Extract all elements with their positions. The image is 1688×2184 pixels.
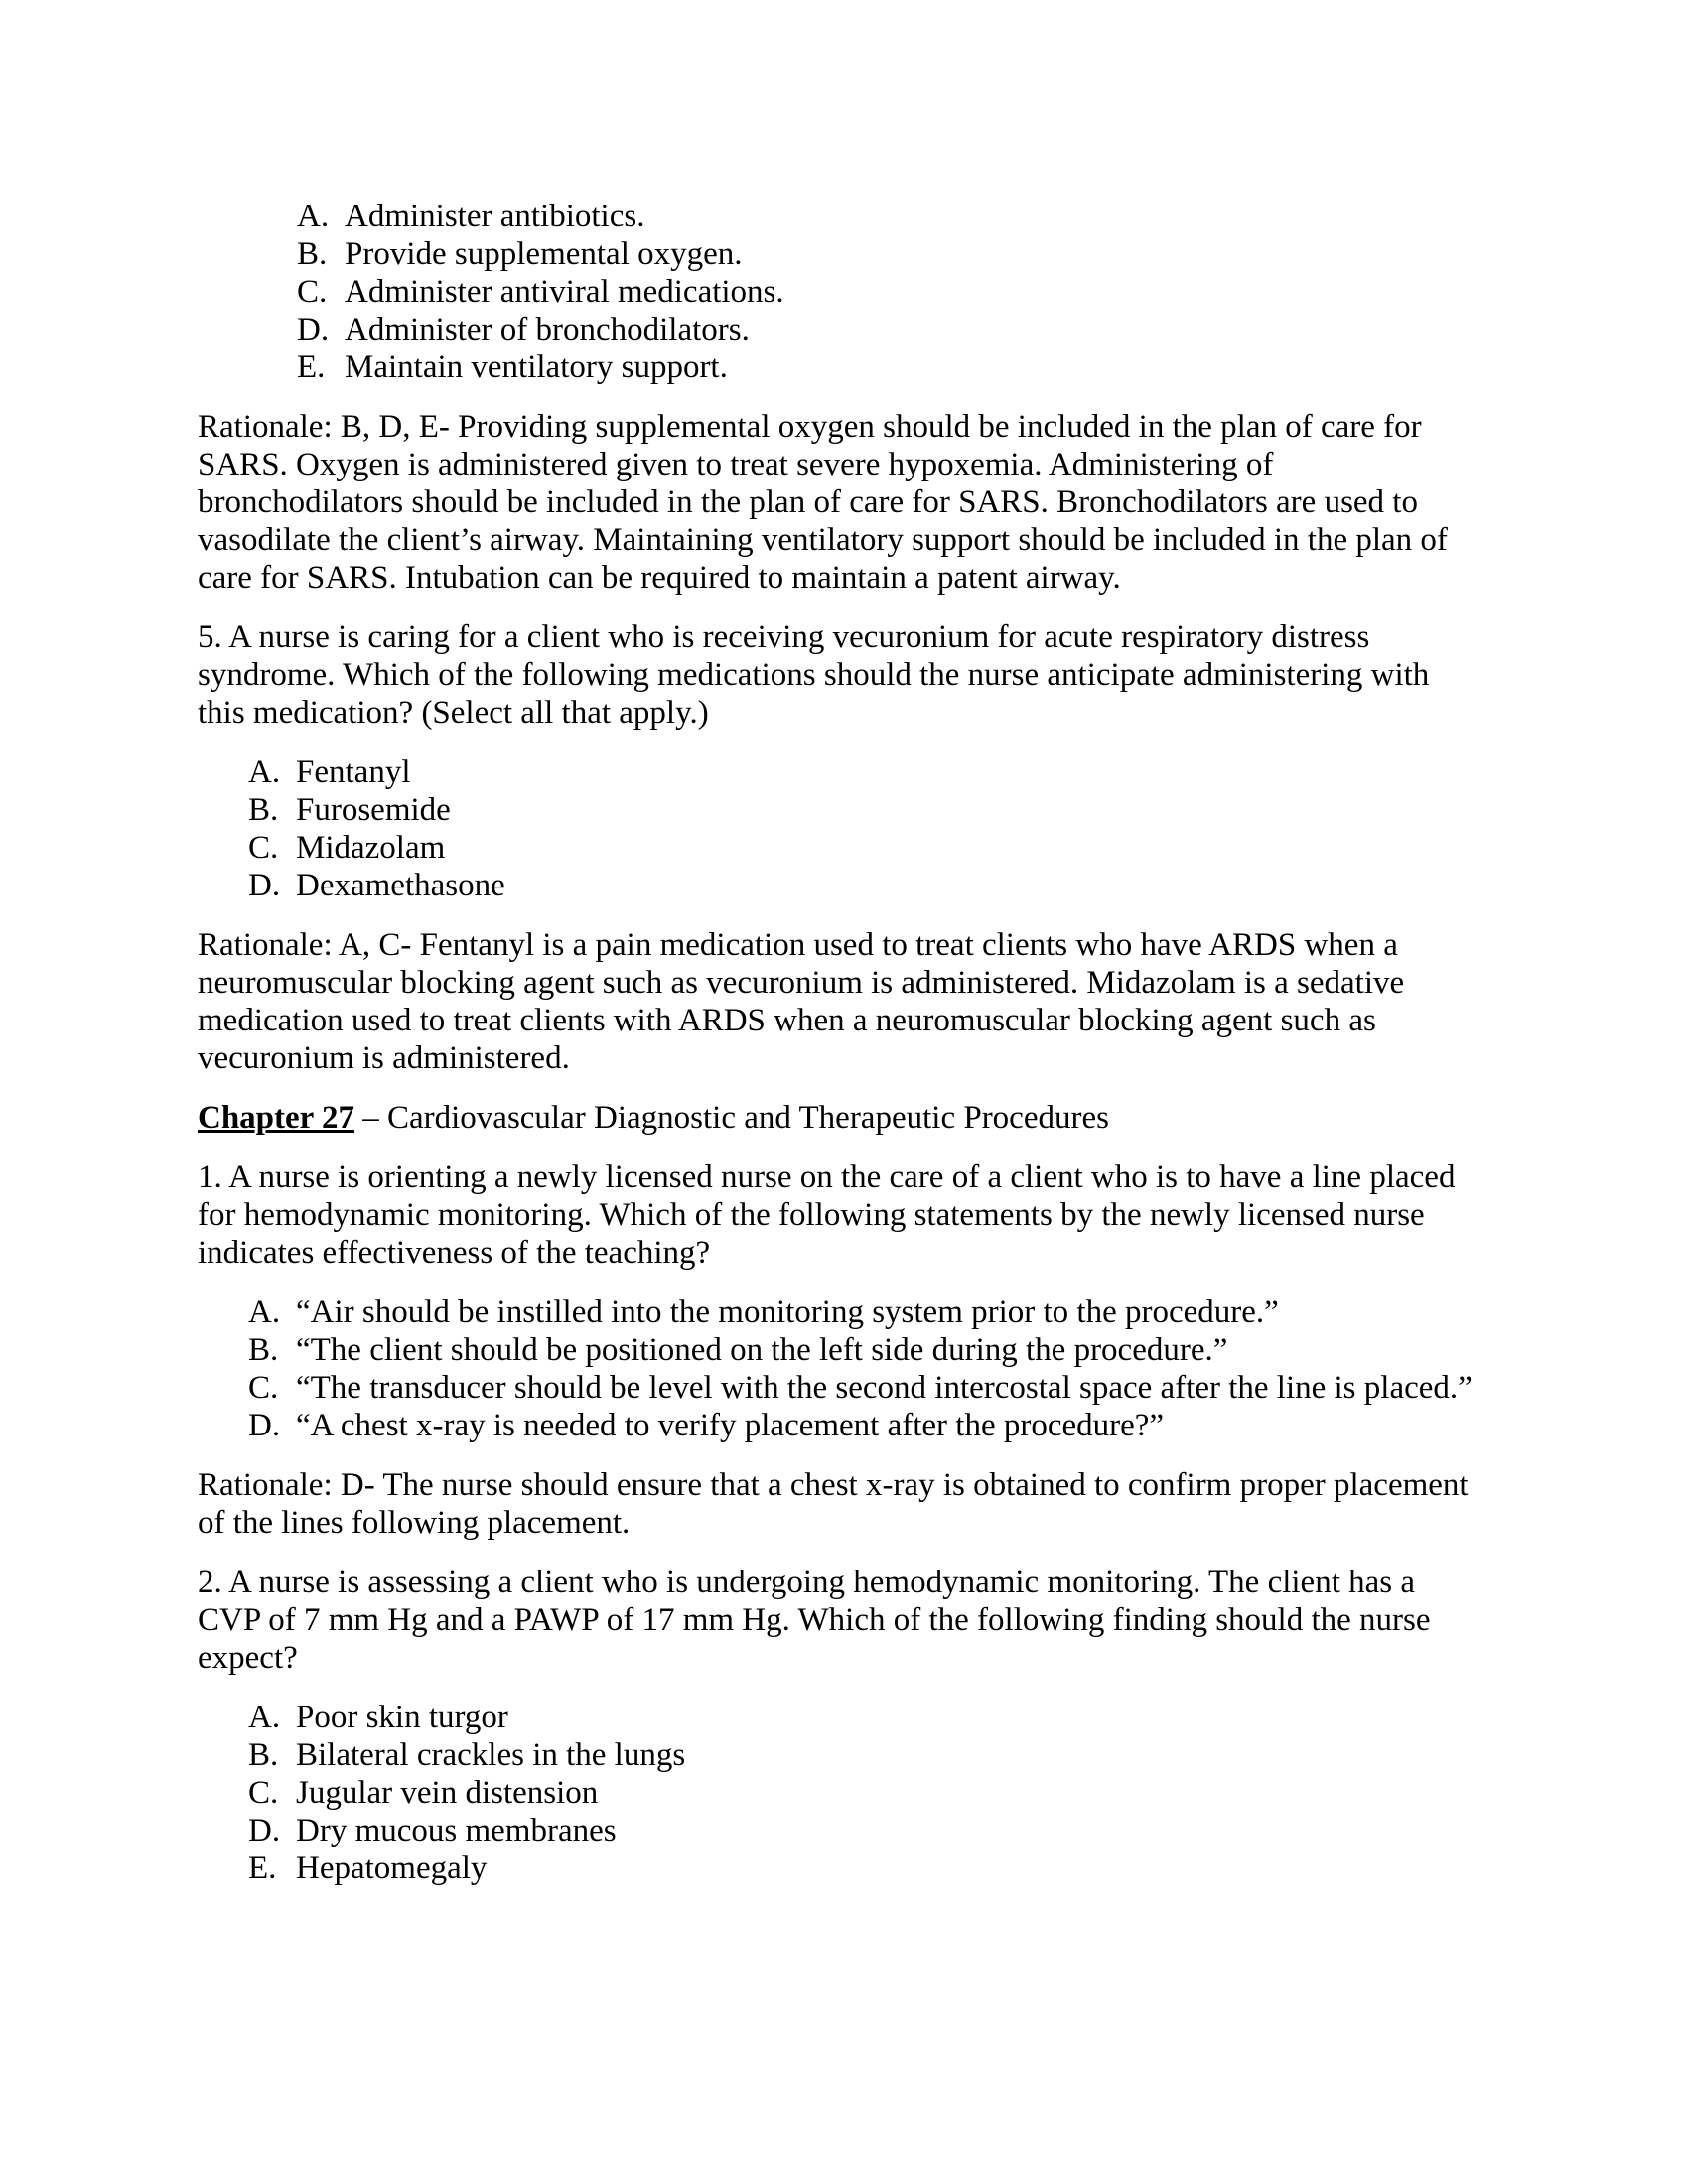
chapter-label: Chapter 27 — [198, 1100, 354, 1136]
option-letter: B. — [248, 792, 279, 828]
answer-option — [297, 311, 1508, 348]
option-text: Dry mucous membranes — [296, 1813, 617, 1848]
answer-option — [248, 1736, 1508, 1774]
answer-option — [248, 1331, 1508, 1369]
c1-question — [198, 1159, 1508, 1272]
text-line: Rationale: B, D, E- Providing supplemental oxygen should be included in the plan of care for — [198, 409, 1422, 445]
option-text: Dexamethasone — [296, 868, 505, 903]
text-line: vasodilate the client’s airway. Maintaining ventilatory support should be included in the plan of — [198, 522, 1448, 558]
c2-question — [198, 1564, 1508, 1677]
option-letter: B. — [297, 236, 328, 272]
answer-option — [248, 1774, 1508, 1812]
option-text: Fentanyl — [296, 754, 411, 790]
q4-options — [297, 198, 1508, 386]
text-line: this medication? (Select all that apply.) — [198, 695, 709, 731]
option-letter: C. — [248, 1370, 279, 1406]
option-text: Provide supplemental oxygen. — [345, 236, 743, 272]
answer-option — [248, 867, 1508, 904]
text-line: 5. A nurse is caring for a client who is receiving vecuronium for acute respiratory distress — [198, 619, 1370, 655]
chapter-heading — [198, 1099, 1508, 1137]
answer-option — [248, 791, 1508, 829]
text-line: 1. A nurse is orienting a newly licensed nurse on the care of a client who is to have a line placed — [198, 1160, 1456, 1195]
answer-option — [248, 1407, 1508, 1444]
answer-option — [248, 753, 1508, 791]
option-text: Administer of bronchodilators. — [345, 312, 750, 347]
text-line: syndrome. Which of the following medications should the nurse anticipate administering with — [198, 657, 1430, 693]
answer-option — [248, 829, 1508, 867]
text-line: vecuronium is administered. — [198, 1040, 570, 1076]
option-letter: B. — [248, 1332, 279, 1368]
answer-option — [248, 1849, 1508, 1887]
option-text: Jugular vein distension — [296, 1775, 599, 1811]
text-line: indicates effectiveness of the teaching? — [198, 1235, 711, 1271]
text-line: care for SARS. Intubation can be required to maintain a patent airway. — [198, 560, 1121, 596]
text-line: bronchodilators should be included in the plan of care for SARS. Bronchodilators are used to — [198, 484, 1418, 520]
option-letter: D. — [248, 1408, 281, 1443]
answer-option — [297, 235, 1508, 273]
option-letter: A. — [248, 1295, 281, 1330]
text-line: neuromuscular blocking agent such as vecuronium is administered. Midazolam is a sedative — [198, 965, 1405, 1001]
q4-rationale — [198, 408, 1508, 597]
text-line: SARS. Oxygen is administered given to treat severe hypoxemia. Administering of — [198, 447, 1274, 482]
c1-rationale — [198, 1466, 1508, 1542]
option-text: Furosemide — [296, 792, 451, 828]
q5-options — [248, 753, 1508, 904]
answer-option — [248, 1699, 1508, 1736]
option-text: Midazolam — [296, 830, 446, 866]
option-letter: A. — [248, 754, 281, 790]
chapter-title: – Cardiovascular Diagnostic and Therapeutic Procedures — [353, 1100, 1109, 1136]
option-letter: C. — [297, 274, 328, 310]
option-letter: E. — [248, 1850, 277, 1886]
option-letter: A. — [297, 199, 330, 234]
text-line: CVP of 7 mm Hg and a PAWP of 17 mm Hg. Which of the following finding should the nurse — [198, 1602, 1431, 1638]
option-letter: D. — [248, 868, 281, 903]
option-text: Poor skin turgor — [296, 1700, 508, 1735]
option-letter: D. — [297, 312, 330, 347]
option-text: Administer antibiotics. — [345, 199, 645, 234]
option-text: Hepatomegaly — [296, 1850, 488, 1886]
c2-options — [248, 1699, 1508, 1887]
text-line: for hemodynamic monitoring. Which of the following statements by the newly licensed nurse — [198, 1197, 1425, 1233]
option-text: “The transducer should be level with the second intercostal space after the line is placed.” — [296, 1370, 1473, 1406]
option-text: “Air should be instilled into the monitoring system prior to the procedure.” — [296, 1295, 1279, 1330]
text-line: medication used to treat clients with ARDS when a neuromuscular blocking agent such as — [198, 1003, 1376, 1038]
q5-rationale — [198, 926, 1508, 1077]
text-line: Rationale: D- The nurse should ensure that a chest x-ray is obtained to confirm proper placement — [198, 1467, 1469, 1503]
answer-option — [248, 1369, 1508, 1407]
c1-options — [248, 1294, 1508, 1444]
text-line: expect? — [198, 1640, 298, 1676]
option-text: “A chest x-ray is needed to verify placement after the procedure?” — [296, 1408, 1165, 1443]
option-letter: B. — [248, 1737, 279, 1773]
q5-question — [198, 618, 1508, 732]
option-letter: E. — [297, 349, 326, 385]
answer-option — [297, 198, 1508, 235]
answer-option — [248, 1812, 1508, 1849]
option-letter: C. — [248, 1775, 279, 1811]
option-letter: C. — [248, 830, 279, 866]
option-text: Maintain ventilatory support. — [345, 349, 728, 385]
option-letter: D. — [248, 1813, 281, 1848]
text-line: 2. A nurse is assessing a client who is undergoing hemodynamic monitoring. The client has a — [198, 1565, 1416, 1600]
answer-option — [297, 348, 1508, 386]
option-text: Administer antiviral medications. — [345, 274, 784, 310]
option-text: “The client should be positioned on the left side during the procedure.” — [296, 1332, 1228, 1368]
option-letter: A. — [248, 1700, 281, 1735]
text-line: Rationale: A, C- Fentanyl is a pain medication used to treat clients who have ARDS when a — [198, 927, 1398, 963]
document-page — [198, 198, 1508, 1909]
answer-option — [297, 273, 1508, 311]
text-line: of the lines following placement. — [198, 1505, 631, 1541]
answer-option — [248, 1294, 1508, 1331]
option-text: Bilateral crackles in the lungs — [296, 1737, 686, 1773]
